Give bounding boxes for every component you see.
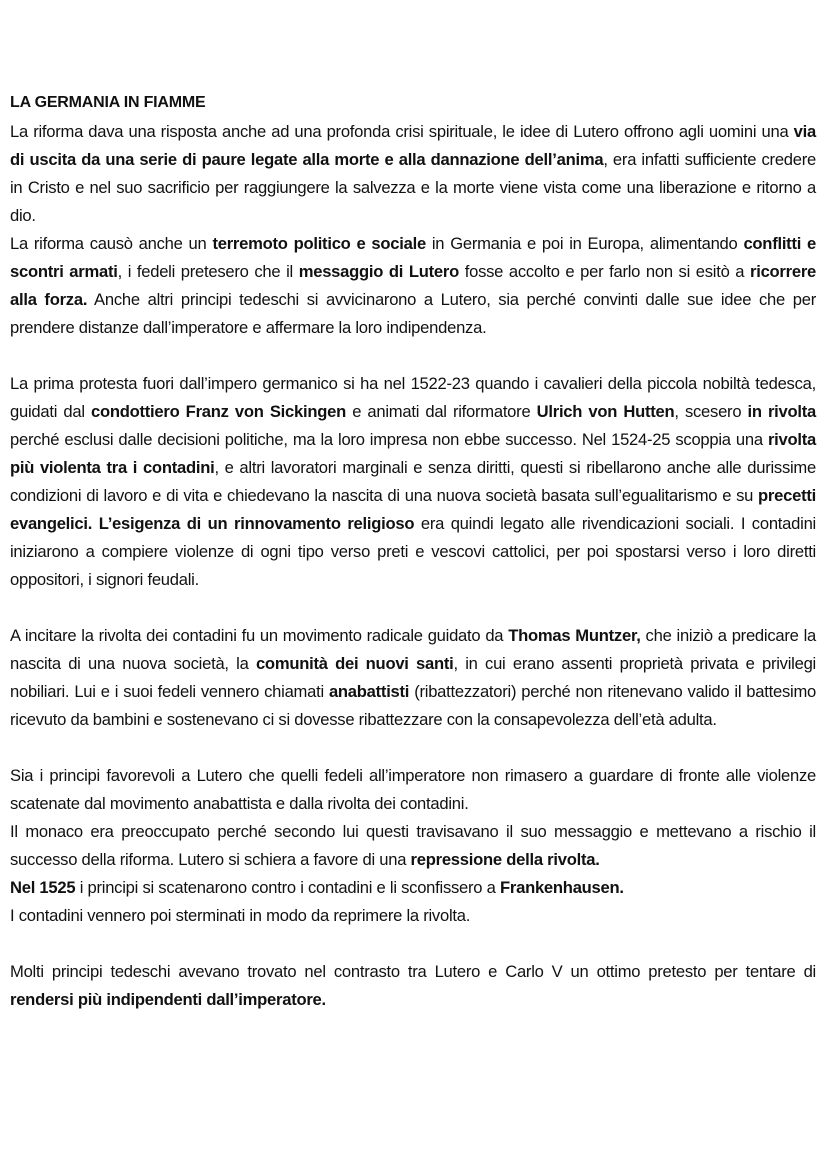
paragraph-spacer: [10, 734, 816, 762]
bold-text: Frankenhausen.: [500, 878, 624, 897]
text: (ribattezzatori) perché non ritenevano valido il battesimo ricevuto da bambini e sostenevano ci si dovesse ribattezzare con la consapevolezza dell’età adulta.: [10, 682, 816, 729]
text: Anche altri principi tedeschi si avvicinarono a Lutero, sia perché convinti dalle sue idee che per prendere distanze dall’imperatore e affermare la loro indipendenza.: [10, 290, 817, 337]
text: , scesero: [674, 402, 748, 421]
text: era quindi legato alle rivendicazioni sociali. I contadini iniziarono a compiere violenze di ogni tipo verso preti e vescovi cattolici, per poi spostarsi verso i loro diretti oppositori, i signori feudali.: [10, 514, 816, 589]
text: fosse accolto e per farlo non si esitò a: [459, 262, 750, 281]
bold-text: Thomas Muntzer,: [508, 626, 641, 645]
paragraph-muntzer: [10, 622, 816, 734]
paragraph-spacer: [10, 342, 816, 370]
bold-text: anabattisti: [328, 682, 410, 701]
bold-text: condottiero Franz von Sickingen: [90, 402, 346, 421]
text: Il monaco era preoccupato perché secondo lui questi travisavano il suo messaggio e mettevano a rischio il successo della riforma. Lutero si schiera a favore di una: [10, 822, 816, 869]
paragraph-independence: [10, 958, 816, 1014]
text: La prima protesta fuori dall’impero germanico si ha nel 1522-23 quando i cavalieri della piccola nobiltà tedesca, guidati dal: [10, 374, 816, 421]
paragraph-extermination: [10, 902, 816, 930]
text: Sia i principi favorevoli a Lutero che quelli fedeli all’imperatore non rimasero a guardare di fronte alle violenze scatenate dal movimento anabattista e dalla rivolta dei contadini.: [10, 766, 816, 813]
text: e animati dal riformatore: [346, 402, 537, 421]
text: Molti principi tedeschi avevano trovato nel contrasto tra Lutero e Carlo V un ottimo pretesto per tentare di: [10, 962, 816, 981]
text: , e altri lavoratori marginali e senza diritti, questi si ribellarono anche alle durissime condizioni di lavoro e di vita e chiedevano la nascita di una nuova società basata sull’egualitarismo e su: [10, 458, 816, 505]
text: , in cui erano assenti proprietà privata e privilegi nobiliari. Lui e i suoi fedeli vennero chiamati: [10, 654, 816, 701]
paragraph-political-earthquake: [10, 230, 816, 342]
bold-text: comunità dei nuovi santi: [255, 654, 454, 673]
document-page: [10, 92, 816, 1014]
text: in Germania e poi in Europa, alimentando: [425, 234, 744, 253]
paragraph-monk-concern: [10, 818, 816, 874]
text: A incitare la rivolta dei contadini fu un movimento radicale guidato da: [10, 626, 509, 645]
bold-text: messaggio di Lutero: [298, 262, 459, 281]
bold-text: Ulrich von Hutten: [536, 402, 675, 421]
bold-text: repressione della rivolta.: [410, 850, 600, 869]
paragraph-first-protest: [10, 370, 816, 594]
text: , i fedeli pretesero che il: [117, 262, 299, 281]
paragraph-spiritual-crisis: [10, 118, 816, 230]
text: La riforma dava una risposta anche ad una profonda crisi spirituale, le idee di Lutero offrono agli uomini una: [10, 122, 794, 141]
bold-text: ricorrere alla forza.: [10, 262, 817, 309]
bold-text: terremoto politico e sociale: [212, 234, 426, 253]
paragraph-frankenhausen: [10, 874, 816, 902]
text: La riforma causò anche un: [10, 234, 213, 253]
text: , era infatti sufficiente credere in Cristo e nel suo sacrificio per raggiungere la salvezza e la morte viene vista come una liberazione e ritorno a dio.: [10, 150, 817, 225]
section-title: LA GERMANIA IN FIAMME: [10, 94, 206, 111]
bold-text: rivolta più violenta tra i contadini: [10, 430, 816, 477]
paragraph-spacer: [10, 594, 816, 622]
text: che iniziò a predicare la nascita di una nuova società, la: [10, 626, 816, 673]
bold-text: precetti evangelici. L’esigenza di un rinnovamento religioso: [10, 486, 816, 533]
bold-text: conflitti e scontri armati: [10, 234, 817, 281]
bold-text: in rivolta: [747, 402, 817, 421]
paragraph-princes-reaction: [10, 762, 816, 818]
bold-text: Nel 1525: [10, 878, 76, 897]
text: I contadini vennero poi sterminati in modo da reprimere la rivolta.: [10, 906, 471, 925]
bold-text: rendersi più indipendenti dall’imperatore.: [10, 990, 326, 1009]
text: perché esclusi dalle decisioni politiche, ma la loro impresa non ebbe successo. Nel 1524-25 scoppia una: [10, 430, 768, 449]
bold-text: via di uscita da una serie di paure legate alla morte e alla dannazione dell’anima: [10, 122, 816, 169]
text: i principi si scatenarono contro i contadini e li sconfissero a: [75, 878, 500, 897]
paragraph-spacer: [10, 930, 816, 958]
